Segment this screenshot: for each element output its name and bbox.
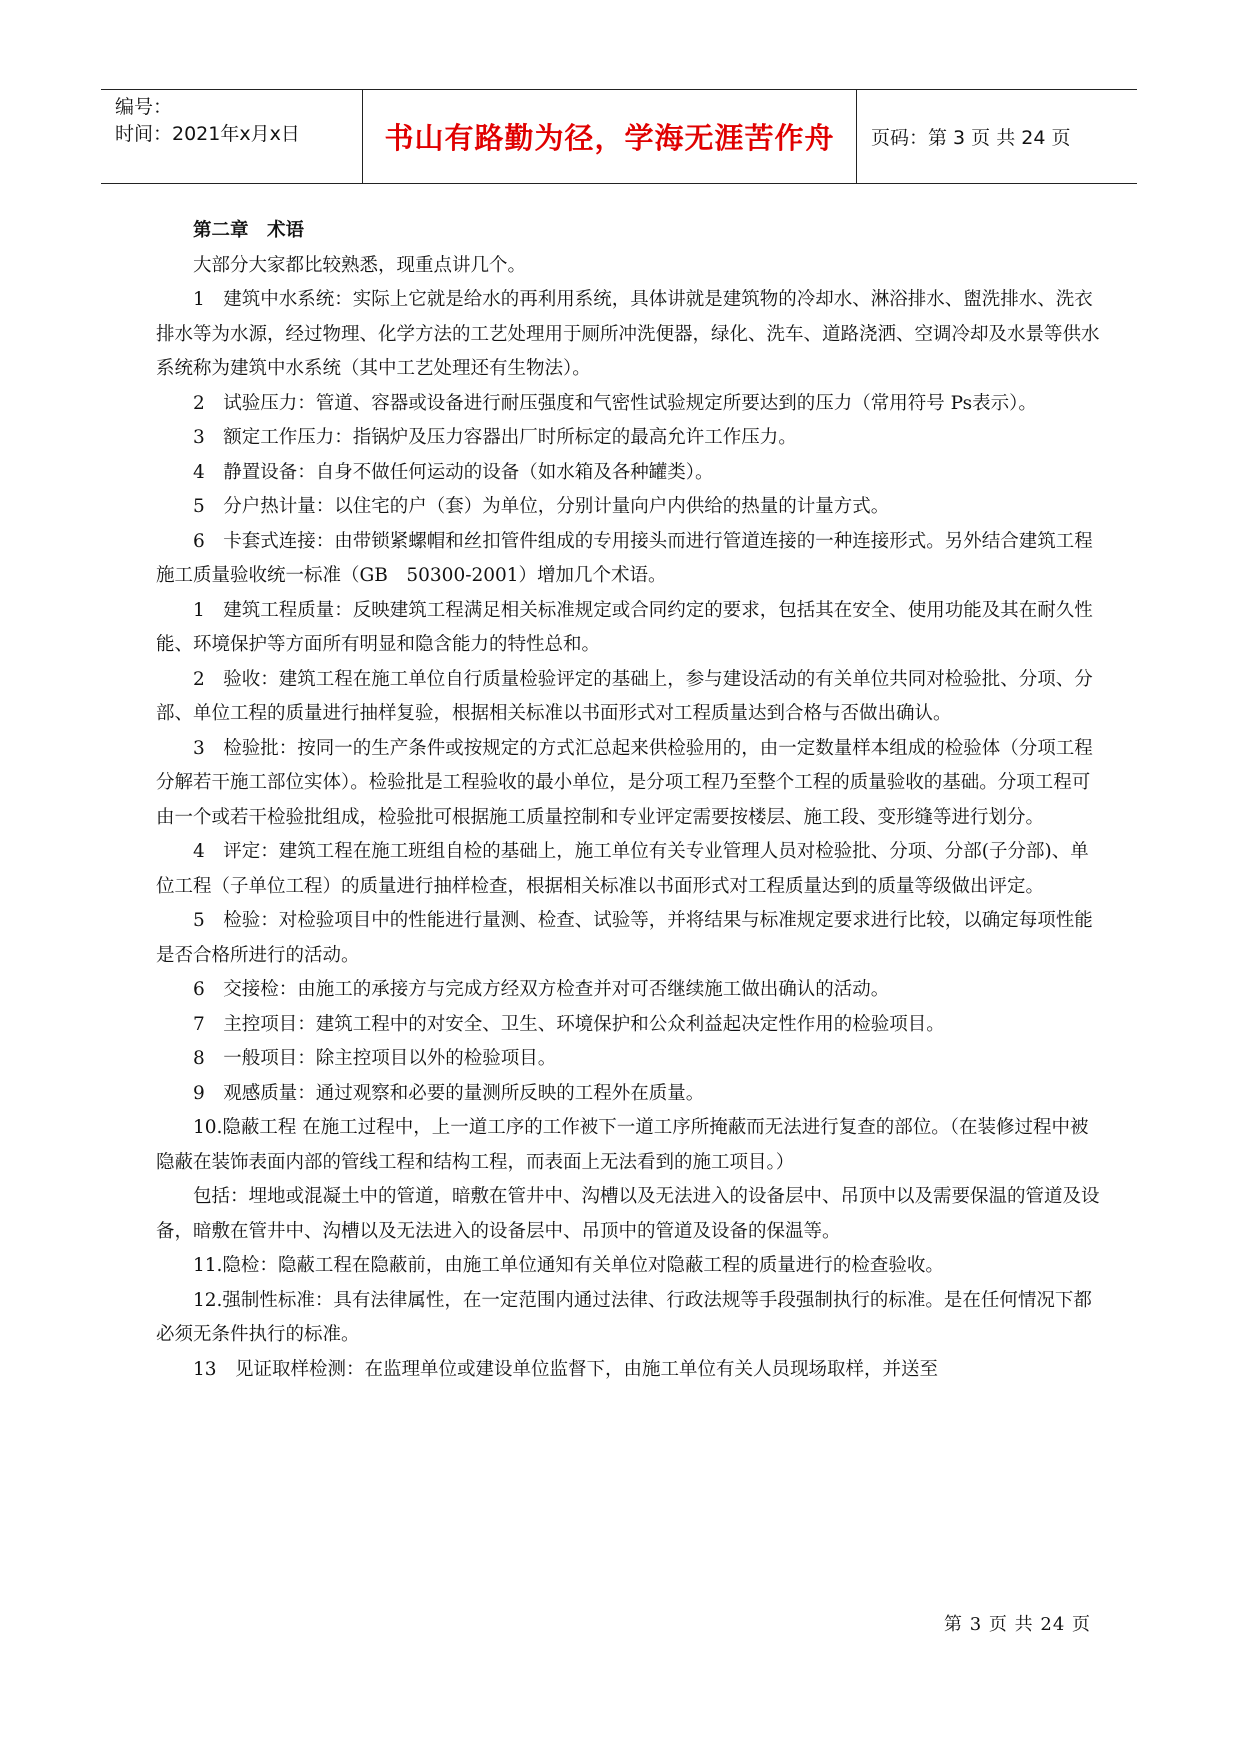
page-header	[101, 89, 1137, 184]
paragraph: 3 检验批：按同一的生产条件或按规定的方式汇总起来供检验用的，由一定数量样本组成的检验体（分项工程分解若干施工部位实体）。检验批是工程验收的最小单位，是分项工程乃至整个工程的质量验收的基础。分项工程可由一个或若干检验批组成，检验批可根据施工质量控制和专业评定需要按楼层、施工段、变形缝等进行划分。	[156, 737, 1093, 828]
header-meta	[101, 90, 363, 183]
paragraph: 5 分户热计量：以住宅的户（套）为单位，分别计量向户内供给的热量的计量方式。	[193, 496, 890, 517]
paragraph: 6 交接检：由施工的承接方与完成方经双方检查并对可否继续施工做出确认的活动。	[193, 979, 890, 1000]
paragraph: 2 试验压力：管道、容器或设备进行耐压强度和气密性试验规定所要达到的压力（常用符号 Ps表示）。	[193, 392, 1037, 414]
header-motto: 书山有路勤为径，学海无涯苦作舟	[363, 90, 857, 183]
serial-label: 编号：	[115, 96, 173, 118]
time-label: 时间：2021年x月x日	[115, 123, 300, 145]
paragraph: 11.隐检：隐蔽工程在隐蔽前，由施工单位通知有关单位对隐蔽工程的质量进行的检查验收。	[193, 1255, 944, 1276]
paragraph: 9 观感质量：通过观察和必要的量测所反映的工程外在质量。	[193, 1082, 705, 1104]
paragraph: 4 评定：建筑工程在施工班组自检的基础上，施工单位有关专业管理人员对检验批、分项、分部(子分部)、单位工程（子单位工程）的质量进行抽样检查，根据相关标准以书面形式对工程质量达到的质量等级做出评定。	[156, 841, 1089, 897]
paragraph: 13 见证取样检测：在监理单位或建设单位监督下，由施工单位有关人员现场取样，并送至	[193, 1358, 939, 1380]
paragraph: 2 验收：建筑工程在施工单位自行质量检验评定的基础上，参与建设活动的有关单位共同对检验批、分项、分部、单位工程的质量进行抽样复验，根据相关标准以书面形式对工程质量达到合格与否做出确认。	[156, 668, 1093, 724]
paragraph: 5 检验：对检验项目中的性能进行量测、检查、试验等，并将结果与标准规定要求进行比较，以确定每项性能是否合格所进行的活动。	[156, 910, 1093, 966]
paragraph: 大部分大家都比较熟悉，现重点讲几个。	[193, 254, 527, 276]
paragraph: 12.强制性标准：具有法律属性，在一定范围内通过法律、行政法规等手段强制执行的标准。是在任何情况下都必须无条件执行的标准。	[156, 1289, 1092, 1345]
header-page-label: 页码：第 3 页 共 24 页	[871, 127, 1071, 149]
paragraph: 包括：埋地或混凝土中的管道，暗敷在管井中、沟槽以及无法进入的设备层中、吊顶中以及需要保温的管道及设备，暗敷在管井中、沟槽以及无法进入的设备层中、吊顶中的管道及设备的保温等。	[156, 1186, 1100, 1242]
chapter-heading: 第二章 术语	[193, 220, 305, 241]
paragraph: 4 静置设备：自身不做任何运动的设备（如水箱及各种罐类）。	[193, 461, 714, 483]
paragraph: 1 建筑中水系统：实际上它就是给水的再利用系统，具体讲就是建筑物的冷却水、淋浴排水、盥洗排水、洗衣排水等为水源，经过物理、化学方法的工艺处理用于厕所冲洗便器，绿化、洗车、道路浇洒、空调冷却及水景等供水系统称为建筑中水系统（其中工艺处理还有生物法）。	[156, 289, 1100, 379]
document-body	[156, 214, 1100, 1387]
paragraph: 3 额定工作压力：指锅炉及压力容器出厂时所标定的最高允许工作压力。	[193, 427, 797, 448]
paragraph: 10.隐蔽工程 在施工过程中，上一道工序的工作被下一道工序所掩蔽而无法进行复查的部位。（在装修过程中被隐蔽在装饰表面内部的管线工程和结构工程，而表面上无法看到的施工项目。）	[156, 1117, 1089, 1173]
paragraph: 1 建筑工程质量：反映建筑工程满足相关标准规定或合同约定的要求，包括其在安全、使用功能及其在耐久性能、环境保护等方面所有明显和隐含能力的特性总和。	[156, 599, 1093, 655]
paragraph: 6 卡套式连接：由带锁紧螺帽和丝扣管件组成的专用接头而进行管道连接的一种连接形式。另外结合建筑工程施工质量验收统一标准（GB 50300-2001）增加几个术语。	[156, 530, 1093, 586]
paragraph: 8 一般项目：除主控项目以外的检验项目。	[193, 1048, 557, 1069]
paragraph: 7 主控项目：建筑工程中的对安全、卫生、环境保护和公众利益起决定性作用的检验项目。	[193, 1013, 945, 1035]
page-footer: 第 3 页 共 24 页	[944, 1614, 1091, 1635]
